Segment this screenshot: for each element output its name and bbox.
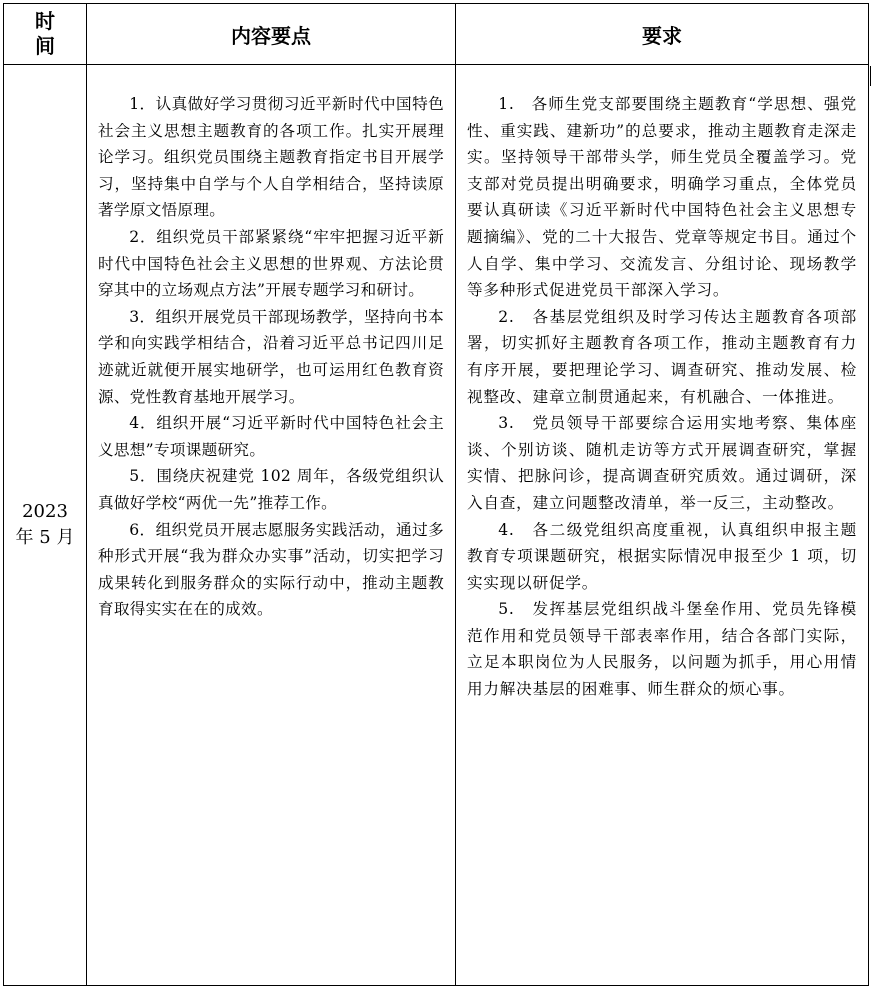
time-month: 年 5 月	[15, 527, 75, 548]
time-cell	[4, 65, 87, 986]
schedule-table	[3, 3, 869, 986]
requirements-cell	[456, 65, 869, 986]
content-point: 6．组织党员开展志愿服务实践活动，通过多种形式开展“我为群众办实事”活动，切实把学习成果转化到服务群众的实际行动中，推动主题教育取得实实在在的成效。	[98, 520, 444, 619]
header-time	[4, 4, 87, 65]
table-row	[4, 65, 869, 986]
content-point: 3．组织开展党员干部现场教学，坚持向书本学和向实践学相结合，沿着习近平总书记四川足迹就近就便开展实地研学，也可运用红色教育资源、党性教育基地开展学习。	[98, 307, 444, 406]
header-requirements: 要求	[456, 4, 869, 65]
header-row	[4, 4, 869, 65]
time-year: 2023	[22, 501, 68, 522]
header-time-line-2: 间	[35, 34, 55, 58]
content-point: 2．组织党员干部紧紧绕“牢牢把握习近平新时代中国特色社会主义思想的世界观、方法论贯穿其中的立场观点方法”开展专题学习和研讨。	[98, 227, 444, 300]
content-points-cell	[87, 65, 456, 986]
content-point: 5．围绕庆祝建党 102 周年，各级党组织认真做好学校“两优一先”推荐工作。	[98, 467, 444, 512]
header-time-line-1: 时	[35, 9, 55, 33]
requirement-item: 1. 各师生党支部要围绕主题教育“学思想、强党性、重实践、建新功”的总要求，推动主题教育走深走实。坚持领导干部带头学，师生党员全覆盖学习。党支部对党员提出明确要求，明确学习重点，全体党员要认真研读《习近平新时代中国特色社会主义思想专题摘编》、党的二十大报告、党章等规定书目。通过个人自学、集中学习、交流发言、分组讨论、现场教学等多种形式促进党员干部深入学习。	[467, 95, 857, 300]
page-edge-divider	[870, 66, 871, 86]
requirement-item: 4. 各二级党组织高度重视，认真组织申报主题教育专项课题研究，根据实际情况申报至少 1 项，切实实现以研促学。	[467, 520, 857, 592]
requirement-item: 5. 发挥基层党组织战斗堡垒作用、党员先锋模范作用和党员领导干部表率作用，结合各部门实际，立足本职岗位为人民服务，以问题为抓手，用心用情用力解决基层的困难事、师生群众的烦心事。	[467, 600, 857, 699]
content-point: 4．组织开展“习近平新时代中国特色社会主义思想”专项课题研究。	[98, 414, 444, 459]
requirement-item: 3. 党员领导干部要综合运用实地考察、集体座谈、个别访谈、随机走访等方式开展调查研究，掌握实情、把脉问诊，提高调查研究质效。通过调研，深入自查，建立问题整改清单，举一反三，主动整改。	[467, 414, 857, 512]
header-content: 内容要点	[87, 4, 456, 65]
content-point: 1．认真做好学习贯彻习近平新时代中国特色社会主义思想主题教育的各项工作。扎实开展理论学习。组织党员围绕主题教育指定书目开展学习，坚持集中自学与个人自学相结合，坚持读原著学原文悟原理。	[98, 95, 444, 220]
requirement-item: 2. 各基层党组织及时学习传达主题教育各项部署，切实抓好主题教育各项工作，推动主题教育有力有序开展，要把理论学习、调查研究、推动发展、检视整改、建章立制贯通起来，有机融合、一体推进。	[467, 307, 857, 406]
